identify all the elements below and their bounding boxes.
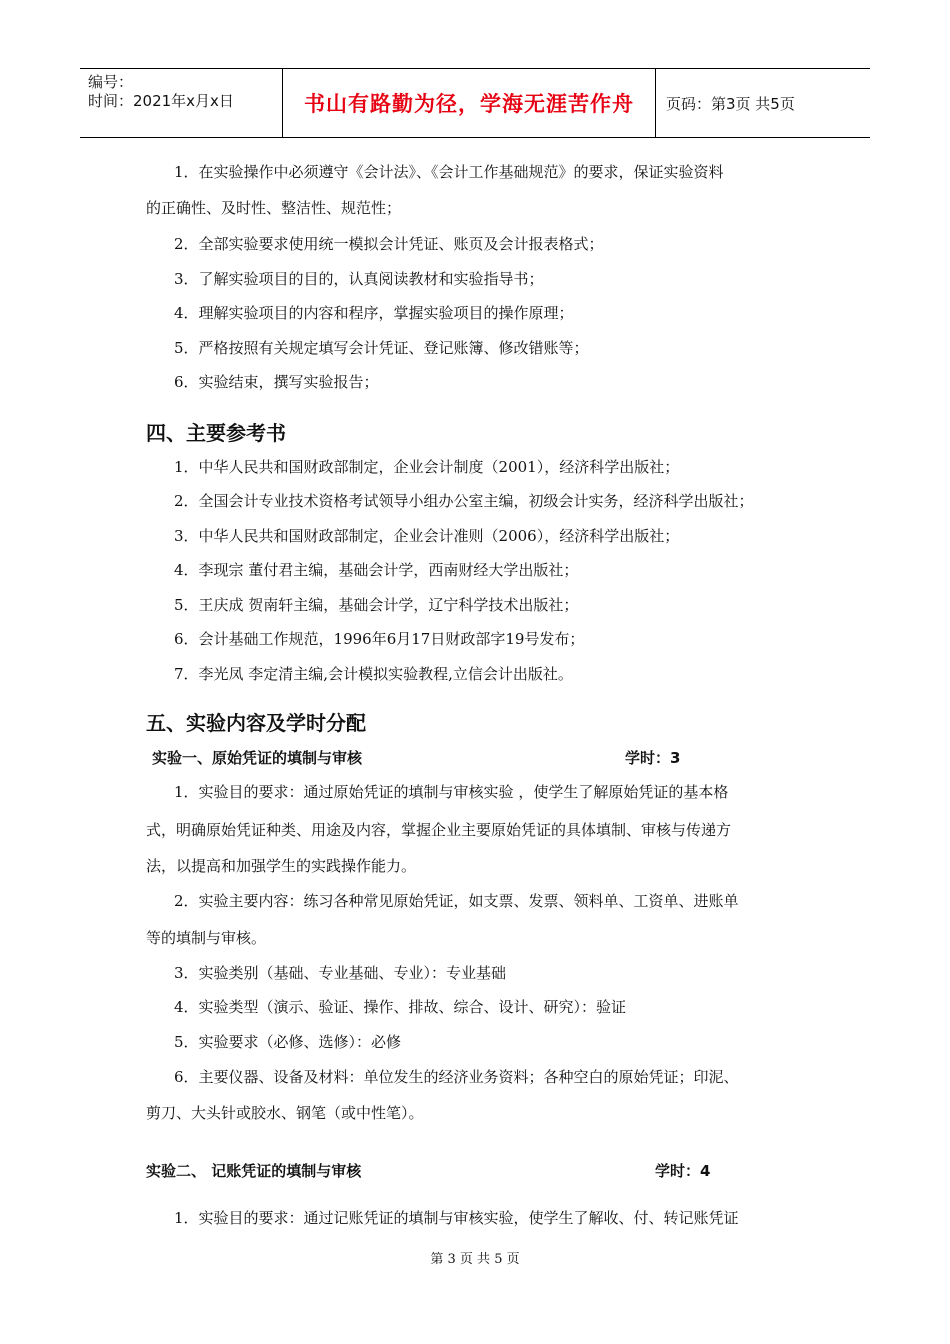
- reference-item: 7．李光凤 李定清主编,会计模拟实验教程,立信会计出版社。: [174, 665, 573, 683]
- reference-item: 5．王庆成 贺南轩主编，基础会计学，辽宁科学技术出版社；: [174, 596, 579, 614]
- requirement-line: 2．全部实验要求使用统一模拟会计凭证、账页及会计报表格式；: [174, 235, 604, 253]
- header-meta: [80, 69, 283, 137]
- requirement-line: 5．严格按照有关规定填写会计凭证、登记账簿、修改错账等；: [174, 339, 589, 357]
- experiment-1-line: 法，以提高和加强学生的实践操作能力。: [146, 857, 417, 875]
- reference-item: 3．中华人民共和国财政部制定，企业会计准则（2006），经济科学出版社；: [174, 527, 680, 545]
- experiment-1-hours: 学时：3: [625, 749, 681, 767]
- page-header: [80, 68, 870, 138]
- experiment-2-hours: 学时：4: [655, 1162, 711, 1180]
- experiment-1-line: 等的填制与审核。: [146, 929, 267, 947]
- requirement-line: 3．了解实验项目的目的，认真阅读教材和实验指导书；: [174, 270, 544, 288]
- reference-item: 1．中华人民共和国财政部制定，企业会计制度（2001），经济科学出版社；: [174, 458, 680, 476]
- document-number-label: 编号：: [88, 73, 134, 91]
- document-time-label: 时间：2021年x月x日: [88, 92, 234, 110]
- reference-item: 2．全国会计专业技术资格考试领导小组办公室主编，初级会计实务，经济科学出版社；: [174, 492, 754, 510]
- page-footer: 第 3 页 共 5 页: [430, 1252, 520, 1267]
- requirement-line: 的正确性、及时性、整洁性、规范性；: [146, 199, 402, 217]
- section-heading-experiments: 五、实验内容及学时分配: [146, 711, 366, 735]
- experiment-2-line: 1．实验目的要求：通过记账凭证的填制与审核实验，使学生了解收、付、转记账凭证: [174, 1209, 739, 1227]
- experiment-1-line: 3．实验类别（基础、专业基础、专业）：专业基础: [174, 964, 507, 982]
- experiment-1-line: 1．实验目的要求：通过原始凭证的填制与审核实验 ，使学生了解原始凭证的基本格: [174, 783, 729, 801]
- reference-item: 4．李现宗 董付君主编，基础会计学，西南财经大学出版社；: [174, 561, 579, 579]
- header-motto-cell: [283, 69, 656, 137]
- reference-item: 6．会计基础工作规范，1996年6月17日财政部字19号发布；: [174, 630, 585, 648]
- requirement-line: 4．理解实验项目的内容和程序，掌握实验项目的操作原理；: [174, 304, 574, 322]
- experiment-1-line: 4．实验类型（演示、验证、操作、排故、综合、设计、研究）：验证: [174, 998, 627, 1016]
- experiment-1-line: 6．主要仪器、设备及材料：单位发生的经济业务资料；各种空白的原始凭证；印泥、: [174, 1068, 739, 1086]
- experiment-2-title: 实验二、 记账凭证的填制与审核: [146, 1162, 362, 1180]
- experiment-1-title: 实验一、原始凭证的填制与审核: [152, 749, 363, 767]
- header-motto: 书山有路勤为径，学海无涯苦作舟: [304, 92, 634, 116]
- experiment-1-line: 剪刀、大头针或胶水、钢笔（或中性笔）。: [146, 1104, 424, 1122]
- experiment-1-line: 2．实验主要内容：练习各种常见原始凭证，如支票、发票、领料单、工资单、进账单: [174, 892, 739, 910]
- requirement-line: 1．在实验操作中必须遵守《会计法》、《会计工作基础规范》的要求，保证实验资料: [174, 163, 724, 181]
- experiment-1-line: 5．实验要求（必修、选修）：必修: [174, 1033, 402, 1051]
- experiment-1-line: 式，明确原始凭证种类、用途及内容，掌握企业主要原始凭证的具体填制、审核与传递方: [146, 821, 732, 839]
- section-heading-references: 四、主要参考书: [146, 421, 286, 445]
- header-page-indicator: 页码：第3页 共5页: [666, 94, 795, 113]
- requirement-line: 6．实验结束，撰写实验报告；: [174, 373, 379, 391]
